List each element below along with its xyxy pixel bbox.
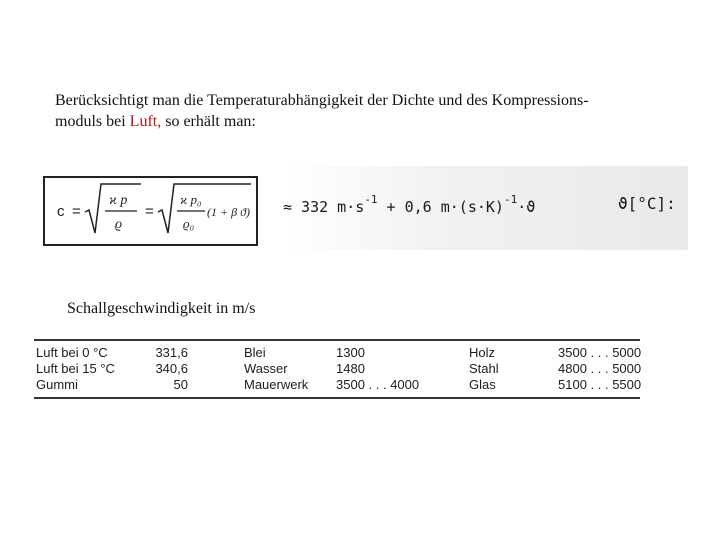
table-cell-material: Luft bei 0 °C xyxy=(36,345,108,360)
formula-den-1: ϱ xyxy=(115,217,123,232)
table-cell-material: Wasser xyxy=(244,361,288,376)
table-cell-value: 5100 . . . 5500 xyxy=(558,377,642,392)
formula-approx-main: ≈ 332 m·s xyxy=(283,198,365,216)
intro-highlight-luft: Luft, xyxy=(129,113,162,130)
table-cell-value: 3500 . . . 5000 xyxy=(558,345,642,360)
table-caption: Schallgeschwindigkeit in m/s xyxy=(67,300,256,317)
formula-den-2: ϱ₀ xyxy=(183,216,195,231)
formula-plus-term: + 0,6 m·(s·K) xyxy=(377,198,504,216)
table-cell-value: 340,6 xyxy=(155,361,188,376)
formula-num-1: ϰ p xyxy=(109,193,128,208)
table-cell-material: Luft bei 15 °C xyxy=(36,361,115,376)
table-cell-material: Holz xyxy=(469,345,496,360)
table-rule-top xyxy=(34,339,640,341)
table-cell-value: 1300 xyxy=(336,345,365,360)
intro-line-2-end: so erhält man: xyxy=(161,113,256,130)
speed-of-sound-table xyxy=(34,336,640,402)
sqrt-symbol-1 xyxy=(85,184,141,233)
formula-exp-1: -1 xyxy=(364,193,378,206)
formula-box xyxy=(43,176,258,246)
formula-graphic xyxy=(45,178,256,244)
formula-scan xyxy=(38,166,688,250)
intro-line-2 xyxy=(55,111,675,132)
table-cell-value: 3500 . . . 4000 xyxy=(336,377,420,392)
formula-unit: ϑ[°C]: xyxy=(618,194,676,213)
formula-exp-2: -1 xyxy=(503,193,518,206)
table-cell-material: Gummi xyxy=(36,377,78,392)
table-cell-value: 331,6 xyxy=(155,345,188,360)
table-cell-material: Glas xyxy=(469,377,496,392)
table-cell-value: 4800 . . . 5000 xyxy=(558,361,642,376)
formula-equals-2: = xyxy=(145,203,154,220)
formula-factor: (1 + β ϑ) xyxy=(207,205,250,219)
intro-paragraph xyxy=(55,90,675,132)
intro-line-1: Berücksichtigt man die Temperaturabhängigkeit der Dichte und des Kompressions- xyxy=(55,92,589,109)
table-cell-material: Stahl xyxy=(469,361,499,376)
formula-lhs: c xyxy=(57,203,65,220)
table-rule-bottom xyxy=(34,397,640,399)
formula-equals-1: = xyxy=(72,203,81,220)
formula-theta: ·ϑ xyxy=(517,198,536,216)
intro-line-2-start: moduls bei xyxy=(55,113,130,130)
table-cell-value: 50 xyxy=(173,377,188,392)
table-cell-material: Blei xyxy=(244,345,266,360)
formula-num-2: ϰ p₀ xyxy=(180,192,202,207)
table-cell-material: Mauerwerk xyxy=(244,377,309,392)
table-cell-value: 1480 xyxy=(336,361,365,376)
formula-approximation xyxy=(283,193,536,216)
